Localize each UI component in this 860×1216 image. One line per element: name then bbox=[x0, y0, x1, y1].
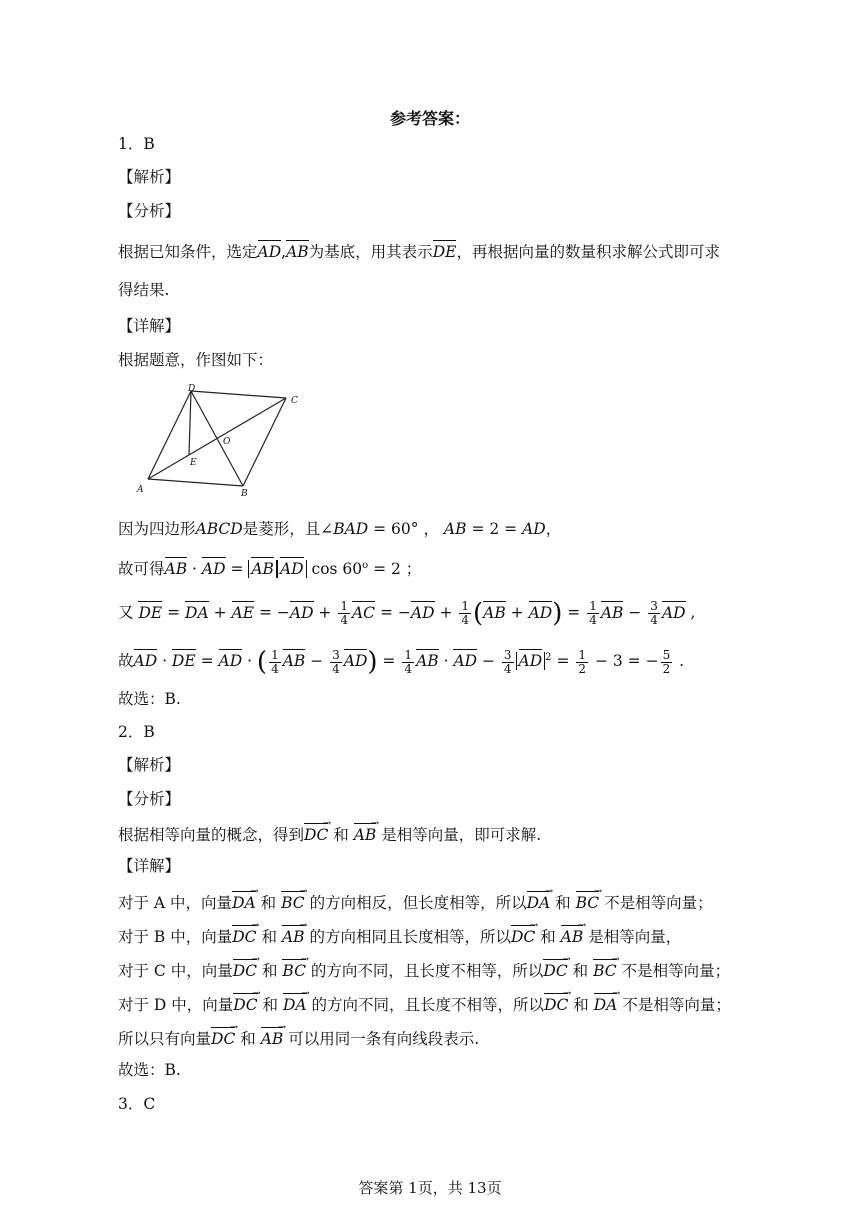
label-B: B bbox=[241, 489, 248, 499]
q2-answer: 故选：B. bbox=[118, 1061, 181, 1079]
label-C: C bbox=[291, 396, 298, 406]
page-footer: 答案第 1页，共 13页 bbox=[358, 1179, 502, 1197]
q1-analysis-heading: 【解析】 bbox=[118, 168, 181, 186]
q2-case-b: 对于 B 中，向量DC → 和 AB → 的方向相同且长度相等，所以DC → 和 AB → 是相等向量， bbox=[118, 925, 681, 947]
q3-number: 3．C bbox=[118, 1095, 156, 1113]
q1-detail-heading: 【详解】 bbox=[118, 317, 181, 335]
rhombus-figure bbox=[134, 382, 304, 500]
q1-step-2: 故可得AB · AD = AB AD cos 60$^o$ = 2 ； bbox=[118, 556, 421, 579]
q2-case-a: 对于 A 中，向量DA → 和 BC → 的方向相反，但长度相等，所以DA → 和 BC → 不是相等向量； bbox=[118, 891, 713, 913]
q1-step-1: 因为四边形ABCD是菱形，且∠BAD = 60° ， AB = 2 = AD， bbox=[118, 520, 562, 538]
vec-AD: AD bbox=[258, 240, 282, 262]
q1-draw-intro: 根据题意，作图如下： bbox=[118, 351, 274, 369]
label-E: E bbox=[190, 458, 197, 468]
q1-analysis-line-1: 根据已知条件，选定AD,AB为基底，用其表示DE，再根据向量的数量积求解公式即可求 bbox=[118, 240, 720, 262]
q1-answer: 故选：B. bbox=[118, 690, 181, 708]
q2-number: 2．B bbox=[118, 723, 155, 741]
vec-AB: AB bbox=[286, 240, 309, 262]
q1-step-3: 又 DE = DA + AE = −AD + $\frac{1}{4}$ AC = −AD + $\frac{1}{4}$ (AB + AD) = $\frac{1}{4}$ AB − $\frac{3}{4}$ AD , bbox=[118, 598, 696, 629]
q2-case-c: 对于 C 中，向量DC → 和 BC → 的方向不同，且长度不相等，所以DC → 和 BC → 不是相等向量； bbox=[118, 959, 730, 981]
q2-fenxi-heading: 【分析】 bbox=[118, 790, 181, 808]
page-title: 参考答案： bbox=[389, 109, 470, 128]
q2-case-d: 对于 D 中，向量DC → 和 DA → 的方向不同，且长度不相等，所以DC → 和 DA → 不是相等向量； bbox=[118, 993, 731, 1015]
q1-analysis-line-2: 得结果. bbox=[118, 281, 170, 299]
vec-DE: DE bbox=[433, 240, 457, 262]
q1-fenxi-heading: 【分析】 bbox=[118, 202, 181, 220]
q1-number: 1．B bbox=[118, 135, 155, 153]
q2-analysis-heading: 【解析】 bbox=[118, 756, 181, 774]
label-D: D bbox=[188, 384, 196, 394]
q2-analysis-line: 根据相等向量的概念，得到DC → 和 AB → 是相等向量，即可求解. bbox=[118, 823, 541, 845]
q2-conclusion: 所以只有向量DC → 和 AB → 可以用同一条有向线段表示. bbox=[118, 1027, 479, 1049]
q1-step-4: 故AD · DE = AD · ( $\frac{1}{4}$ AB − $\frac{3}{4}$ AD) = $\frac{1}{4}$ AB · AD − $\frac{3}{4}$ AD $^2$ = $\frac{1}{2}$ − 3 = − $\frac{5}{2}$ . bbox=[118, 647, 685, 678]
label-A: A bbox=[137, 485, 144, 495]
label-O: O bbox=[223, 437, 231, 447]
q2-detail-heading: 【详解】 bbox=[118, 857, 181, 875]
